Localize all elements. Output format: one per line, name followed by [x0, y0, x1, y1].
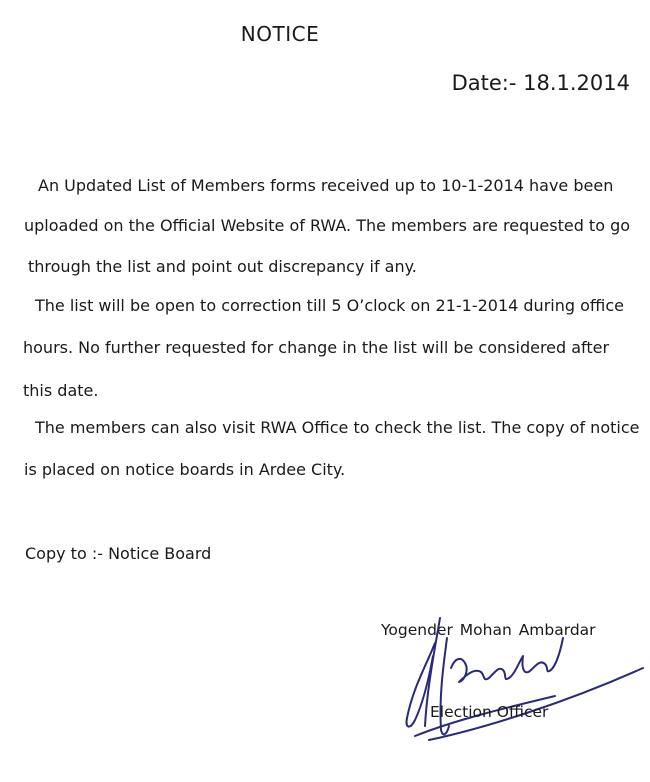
paragraph-line: uploaded on the Official Website of RWA. The members are requested to go: [24, 216, 631, 235]
paragraph-line: The list will be open to correction till 5 O’clock on 21-1-2014 during office: [35, 296, 624, 315]
paragraph-line: is placed on notice boards in Ardee City.: [24, 460, 346, 479]
paragraph-line: The members can also visit RWA Office to check the list. The copy of notice: [35, 418, 640, 437]
paragraph-line: An Updated List of Members forms received up to 10-1-2014 have been: [38, 176, 614, 195]
notice-date: Date:- 18.1.2014: [451, 71, 630, 95]
paragraph-line: hours. No further requested for change in the list will be considered after: [23, 338, 610, 357]
handwritten-signature: [395, 608, 650, 748]
copy-to-line: Copy to :- Notice Board: [25, 544, 212, 563]
notice-title: NOTICE: [240, 22, 320, 46]
paragraph-line: through the list and point out discrepancy if any.: [28, 257, 417, 276]
signatory-name: Yogender Mohan Ambardar: [381, 621, 596, 639]
paragraph-line: this date.: [23, 381, 99, 400]
signature-strokes: [407, 618, 643, 740]
signatory-role: Election Officer: [430, 703, 549, 721]
